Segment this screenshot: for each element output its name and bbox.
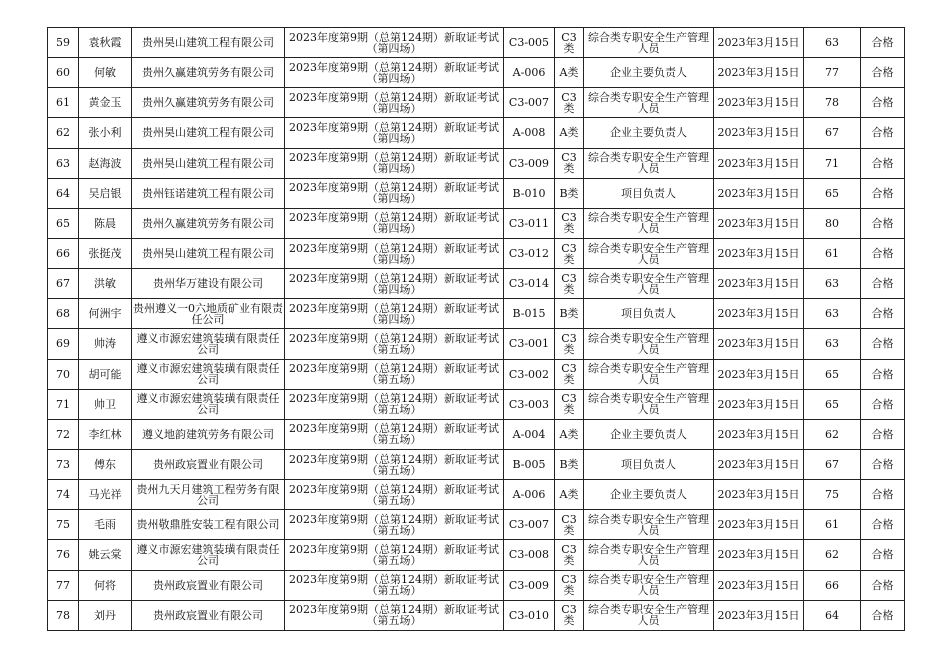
score-cell: 65: [804, 359, 861, 389]
exam-code-cell: C3-005: [504, 28, 555, 58]
exam-code-cell: C3-014: [504, 269, 555, 299]
result-cell: 合格: [861, 148, 905, 178]
category-cell: C3类: [555, 28, 584, 58]
date-cell: 2023年3月15日: [714, 238, 804, 268]
score-cell: 63: [804, 329, 861, 359]
row-number-cell: 61: [48, 88, 79, 118]
score-cell: 62: [804, 540, 861, 570]
company-cell: 贵州久赢建筑劳务有限公司: [132, 58, 285, 88]
position-cell: 综合类专职安全生产管理人员: [584, 88, 714, 118]
company-cell: 遵义市源宏建筑装璜有限责任公司: [132, 359, 285, 389]
row-number-cell: 65: [48, 208, 79, 238]
name-cell: 胡可能: [79, 359, 132, 389]
company-cell: 贵州政宸置业有限公司: [132, 600, 285, 630]
position-cell: 企业主要负责人: [584, 480, 714, 510]
category-cell: B类: [555, 299, 584, 329]
date-cell: 2023年3月15日: [714, 118, 804, 148]
name-cell: 张挺茂: [79, 238, 132, 268]
name-cell: 袁秋霞: [79, 28, 132, 58]
category-cell: C3类: [555, 359, 584, 389]
company-cell: 贵州遵义一0六地质矿业有限责任公司: [132, 299, 285, 329]
date-cell: 2023年3月15日: [714, 419, 804, 449]
category-cell: A类: [555, 419, 584, 449]
row-number-cell: 64: [48, 178, 79, 208]
exam-session-cell: 2023年度第9期（总第124期）新取证考试（第五场）: [285, 540, 504, 570]
position-cell: 项目负责人: [584, 299, 714, 329]
category-cell: A类: [555, 58, 584, 88]
table-row: [48, 269, 905, 299]
position-cell: 综合类专职安全生产管理人员: [584, 329, 714, 359]
date-cell: 2023年3月15日: [714, 88, 804, 118]
position-cell: 综合类专职安全生产管理人员: [584, 208, 714, 238]
name-cell: 帅卫: [79, 389, 132, 419]
category-cell: C3类: [555, 510, 584, 540]
score-cell: 77: [804, 58, 861, 88]
company-cell: 贵州昊山建筑工程有限公司: [132, 238, 285, 268]
result-cell: 合格: [861, 269, 905, 299]
position-cell: 企业主要负责人: [584, 419, 714, 449]
exam-code-cell: C3-002: [504, 359, 555, 389]
position-cell: 企业主要负责人: [584, 118, 714, 148]
score-cell: 65: [804, 178, 861, 208]
table-row: [48, 299, 905, 329]
table-row: [48, 148, 905, 178]
row-number-cell: 62: [48, 118, 79, 148]
exam-code-cell: B-005: [504, 449, 555, 479]
position-cell: 项目负责人: [584, 449, 714, 479]
position-cell: 综合类专职安全生产管理人员: [584, 540, 714, 570]
position-cell: 综合类专职安全生产管理人员: [584, 510, 714, 540]
row-number-cell: 72: [48, 419, 79, 449]
exam-session-cell: 2023年度第9期（总第124期）新取证考试（第五场）: [285, 419, 504, 449]
score-cell: 67: [804, 118, 861, 148]
exam-code-cell: B-010: [504, 178, 555, 208]
exam-code-cell: C3-009: [504, 570, 555, 600]
exam-code-cell: C3-001: [504, 329, 555, 359]
score-cell: 71: [804, 148, 861, 178]
result-cell: 合格: [861, 88, 905, 118]
position-cell: 综合类专职安全生产管理人员: [584, 570, 714, 600]
date-cell: 2023年3月15日: [714, 269, 804, 299]
score-cell: 61: [804, 238, 861, 268]
category-cell: C3类: [555, 208, 584, 238]
row-number-cell: 67: [48, 269, 79, 299]
table-row: [48, 58, 905, 88]
category-cell: C3类: [555, 238, 584, 268]
result-cell: 合格: [861, 238, 905, 268]
position-cell: 综合类专职安全生产管理人员: [584, 269, 714, 299]
table-row: [48, 600, 905, 630]
position-cell: 项目负责人: [584, 178, 714, 208]
score-cell: 63: [804, 28, 861, 58]
exam-session-cell: 2023年度第9期（总第124期）新取证考试（第五场）: [285, 510, 504, 540]
company-cell: 遵义市源宏建筑装璜有限责任公司: [132, 389, 285, 419]
exam-session-cell: 2023年度第9期（总第124期）新取证考试（第五场）: [285, 449, 504, 479]
row-number-cell: 59: [48, 28, 79, 58]
position-cell: 综合类专职安全生产管理人员: [584, 28, 714, 58]
results-table: [47, 27, 905, 631]
result-cell: 合格: [861, 329, 905, 359]
exam-code-cell: C3-007: [504, 510, 555, 540]
table-row: [48, 208, 905, 238]
exam-session-cell: 2023年度第9期（总第124期）新取证考试（第五场）: [285, 329, 504, 359]
table-row: [48, 118, 905, 148]
exam-code-cell: C3-008: [504, 540, 555, 570]
table-row: [48, 540, 905, 570]
exam-code-cell: C3-012: [504, 238, 555, 268]
exam-session-cell: 2023年度第9期（总第124期）新取证考试（第四场）: [285, 28, 504, 58]
exam-session-cell: 2023年度第9期（总第124期）新取证考试（第五场）: [285, 600, 504, 630]
row-number-cell: 74: [48, 480, 79, 510]
company-cell: 贵州九天月建筑工程劳务有限公司: [132, 480, 285, 510]
name-cell: 陈晨: [79, 208, 132, 238]
exam-code-cell: C3-009: [504, 148, 555, 178]
category-cell: A类: [555, 118, 584, 148]
result-cell: 合格: [861, 299, 905, 329]
category-cell: C3类: [555, 269, 584, 299]
score-cell: 65: [804, 389, 861, 419]
category-cell: C3类: [555, 600, 584, 630]
name-cell: 帅涛: [79, 329, 132, 359]
name-cell: 刘丹: [79, 600, 132, 630]
name-cell: 张小利: [79, 118, 132, 148]
date-cell: 2023年3月15日: [714, 208, 804, 238]
position-cell: 综合类专职安全生产管理人员: [584, 148, 714, 178]
exam-code-cell: C3-010: [504, 600, 555, 630]
category-cell: A类: [555, 480, 584, 510]
name-cell: 何将: [79, 570, 132, 600]
date-cell: 2023年3月15日: [714, 299, 804, 329]
name-cell: 毛雨: [79, 510, 132, 540]
result-cell: 合格: [861, 449, 905, 479]
row-number-cell: 75: [48, 510, 79, 540]
exam-code-cell: A-006: [504, 58, 555, 88]
row-number-cell: 77: [48, 570, 79, 600]
name-cell: 姚云棠: [79, 540, 132, 570]
exam-session-cell: 2023年度第9期（总第124期）新取证考试（第四场）: [285, 58, 504, 88]
score-cell: 78: [804, 88, 861, 118]
position-cell: 综合类专职安全生产管理人员: [584, 359, 714, 389]
name-cell: 赵海波: [79, 148, 132, 178]
table-body: [48, 28, 905, 631]
date-cell: 2023年3月15日: [714, 449, 804, 479]
company-cell: 贵州昊山建筑工程有限公司: [132, 148, 285, 178]
date-cell: 2023年3月15日: [714, 58, 804, 88]
name-cell: 黄金玉: [79, 88, 132, 118]
date-cell: 2023年3月15日: [714, 329, 804, 359]
category-cell: C3类: [555, 389, 584, 419]
result-cell: 合格: [861, 208, 905, 238]
table-row: [48, 570, 905, 600]
exam-session-cell: 2023年度第9期（总第124期）新取证考试（第五场）: [285, 359, 504, 389]
row-number-cell: 71: [48, 389, 79, 419]
company-cell: 贵州政宸置业有限公司: [132, 449, 285, 479]
exam-session-cell: 2023年度第9期（总第124期）新取证考试（第四场）: [285, 118, 504, 148]
category-cell: C3类: [555, 329, 584, 359]
name-cell: 马光祥: [79, 480, 132, 510]
score-cell: 64: [804, 600, 861, 630]
company-cell: 遵义地韵建筑劳务有限公司: [132, 419, 285, 449]
name-cell: 何洲宇: [79, 299, 132, 329]
exam-code-cell: B-015: [504, 299, 555, 329]
exam-session-cell: 2023年度第9期（总第124期）新取证考试（第四场）: [285, 88, 504, 118]
table-row: [48, 449, 905, 479]
category-cell: C3类: [555, 148, 584, 178]
exam-code-cell: A-008: [504, 118, 555, 148]
name-cell: 傅东: [79, 449, 132, 479]
row-number-cell: 76: [48, 540, 79, 570]
company-cell: 贵州政宸置业有限公司: [132, 570, 285, 600]
table-row: [48, 329, 905, 359]
table-row: [48, 178, 905, 208]
result-cell: 合格: [861, 540, 905, 570]
row-number-cell: 63: [48, 148, 79, 178]
name-cell: 洪敏: [79, 269, 132, 299]
category-cell: C3类: [555, 540, 584, 570]
table-row: [48, 510, 905, 540]
exam-session-cell: 2023年度第9期（总第124期）新取证考试（第四场）: [285, 299, 504, 329]
result-cell: 合格: [861, 118, 905, 148]
score-cell: 63: [804, 299, 861, 329]
row-number-cell: 60: [48, 58, 79, 88]
result-cell: 合格: [861, 570, 905, 600]
result-cell: 合格: [861, 178, 905, 208]
result-cell: 合格: [861, 510, 905, 540]
exam-session-cell: 2023年度第9期（总第124期）新取证考试（第四场）: [285, 238, 504, 268]
score-cell: 67: [804, 449, 861, 479]
date-cell: 2023年3月15日: [714, 540, 804, 570]
date-cell: 2023年3月15日: [714, 148, 804, 178]
row-number-cell: 70: [48, 359, 79, 389]
score-cell: 66: [804, 570, 861, 600]
table-row: [48, 88, 905, 118]
score-cell: 61: [804, 510, 861, 540]
table-row: [48, 28, 905, 58]
exam-code-cell: C3-011: [504, 208, 555, 238]
category-cell: C3类: [555, 570, 584, 600]
date-cell: 2023年3月15日: [714, 389, 804, 419]
table-row: [48, 359, 905, 389]
result-cell: 合格: [861, 600, 905, 630]
exam-code-cell: C3-007: [504, 88, 555, 118]
company-cell: 贵州敬鼎胜安装工程有限公司: [132, 510, 285, 540]
result-cell: 合格: [861, 359, 905, 389]
exam-code-cell: A-004: [504, 419, 555, 449]
category-cell: B类: [555, 178, 584, 208]
company-cell: 贵州昊山建筑工程有限公司: [132, 28, 285, 58]
row-number-cell: 68: [48, 299, 79, 329]
score-cell: 62: [804, 419, 861, 449]
exam-session-cell: 2023年度第9期（总第124期）新取证考试（第四场）: [285, 148, 504, 178]
exam-session-cell: 2023年度第9期（总第124期）新取证考试（第四场）: [285, 208, 504, 238]
score-cell: 63: [804, 269, 861, 299]
company-cell: 贵州昊山建筑工程有限公司: [132, 118, 285, 148]
score-cell: 80: [804, 208, 861, 238]
row-number-cell: 69: [48, 329, 79, 359]
exam-session-cell: 2023年度第9期（总第124期）新取证考试（第五场）: [285, 480, 504, 510]
company-cell: 贵州华万建设有限公司: [132, 269, 285, 299]
date-cell: 2023年3月15日: [714, 28, 804, 58]
name-cell: 李红林: [79, 419, 132, 449]
name-cell: 何敏: [79, 58, 132, 88]
name-cell: 吴启银: [79, 178, 132, 208]
result-cell: 合格: [861, 419, 905, 449]
table-row: [48, 238, 905, 268]
exam-session-cell: 2023年度第9期（总第124期）新取证考试（第四场）: [285, 269, 504, 299]
table-row: [48, 389, 905, 419]
date-cell: 2023年3月15日: [714, 359, 804, 389]
position-cell: 综合类专职安全生产管理人员: [584, 600, 714, 630]
position-cell: 综合类专职安全生产管理人员: [584, 389, 714, 419]
company-cell: 贵州久赢建筑劳务有限公司: [132, 208, 285, 238]
result-cell: 合格: [861, 58, 905, 88]
table-row: [48, 419, 905, 449]
position-cell: 企业主要负责人: [584, 58, 714, 88]
row-number-cell: 78: [48, 600, 79, 630]
date-cell: 2023年3月15日: [714, 510, 804, 540]
row-number-cell: 66: [48, 238, 79, 268]
position-cell: 综合类专职安全生产管理人员: [584, 238, 714, 268]
company-cell: 遵义市源宏建筑装璜有限责任公司: [132, 540, 285, 570]
exam-session-cell: 2023年度第9期（总第124期）新取证考试（第五场）: [285, 570, 504, 600]
company-cell: 贵州久赢建筑劳务有限公司: [132, 88, 285, 118]
row-number-cell: 73: [48, 449, 79, 479]
result-cell: 合格: [861, 480, 905, 510]
category-cell: C3类: [555, 88, 584, 118]
exam-session-cell: 2023年度第9期（总第124期）新取证考试（第四场）: [285, 178, 504, 208]
score-cell: 75: [804, 480, 861, 510]
result-cell: 合格: [861, 28, 905, 58]
company-cell: 贵州钰诺建筑工程有限公司: [132, 178, 285, 208]
date-cell: 2023年3月15日: [714, 178, 804, 208]
date-cell: 2023年3月15日: [714, 570, 804, 600]
table-row: [48, 480, 905, 510]
date-cell: 2023年3月15日: [714, 600, 804, 630]
exam-session-cell: 2023年度第9期（总第124期）新取证考试（第五场）: [285, 389, 504, 419]
company-cell: 遵义市源宏建筑装璜有限责任公司: [132, 329, 285, 359]
exam-code-cell: A-006: [504, 480, 555, 510]
date-cell: 2023年3月15日: [714, 480, 804, 510]
category-cell: B类: [555, 449, 584, 479]
exam-code-cell: C3-003: [504, 389, 555, 419]
result-cell: 合格: [861, 389, 905, 419]
